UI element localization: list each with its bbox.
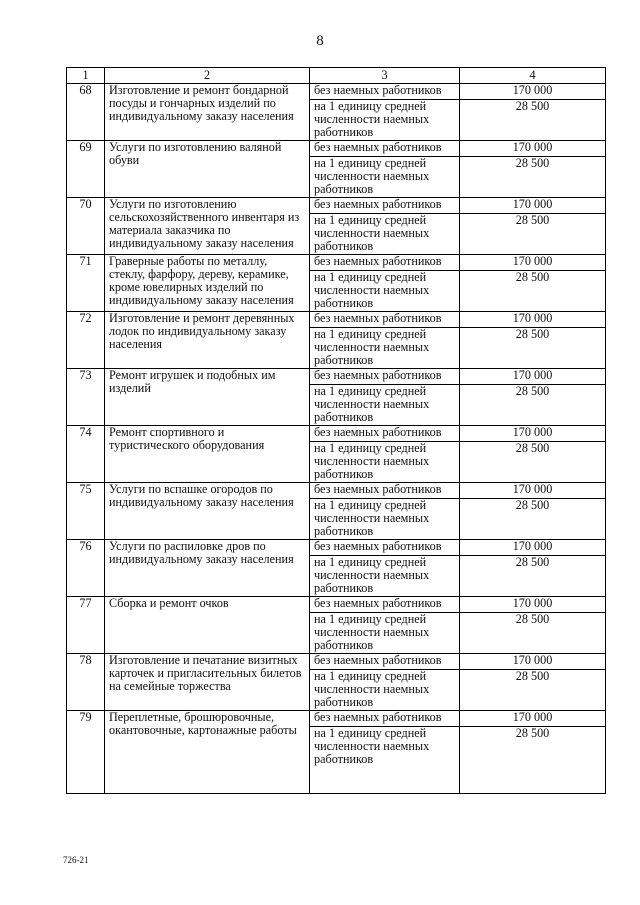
value-no-employees: 170 000 [460,711,606,727]
value-per-employee: 28 500 [460,556,606,597]
row-number: 76 [67,540,105,597]
row-number: 74 [67,426,105,483]
column-header-4: 4 [460,68,606,84]
tax-rate-table [66,67,606,794]
value-per-employee: 28 500 [460,670,606,711]
column-header-2: 2 [105,68,310,84]
value-per-employee: 28 500 [460,157,606,198]
basis-per-employee: на 1 единицу средней численности наемных работников [310,442,460,483]
basis-no-employees: без наемных работников [310,654,460,670]
table-body [67,84,606,794]
table-row [67,597,606,613]
value-per-employee: 28 500 [460,214,606,255]
value-per-employee: 28 500 [460,271,606,312]
basis-no-employees: без наемных работников [310,426,460,442]
table-row [67,198,606,214]
activity-name: Ремонт спортивного и туристического оборудования [105,426,310,483]
table-row [67,654,606,670]
basis-per-employee: на 1 единицу средней численности наемных работников [310,271,460,312]
activity-name: Услуги по распиловке дров по индивидуальному заказу населения [105,540,310,597]
basis-per-employee: на 1 единицу средней численности наемных работников [310,157,460,198]
basis-no-employees: без наемных работников [310,540,460,556]
page-number: 8 [316,33,324,49]
row-number: 72 [67,312,105,369]
value-no-employees: 170 000 [460,141,606,157]
row-number: 69 [67,141,105,198]
value-no-employees: 170 000 [460,198,606,214]
value-no-employees: 170 000 [460,426,606,442]
value-no-employees: 170 000 [460,540,606,556]
table-row [67,483,606,499]
row-number: 68 [67,84,105,141]
table-row [67,369,606,385]
value-no-employees: 170 000 [460,597,606,613]
basis-no-employees: без наемных работников [310,483,460,499]
row-number: 77 [67,597,105,654]
basis-per-employee: на 1 единицу средней численности наемных работников [310,670,460,711]
value-no-employees: 170 000 [460,369,606,385]
basis-no-employees: без наемных работников [310,198,460,214]
table-row [67,426,606,442]
table-row [67,540,606,556]
activity-name: Услуги по изготовлению валяной обуви [105,141,310,198]
row-number: 71 [67,255,105,312]
column-header-1: 1 [67,68,105,84]
activity-name: Сборка и ремонт очков [105,597,310,654]
activity-name: Граверные работы по металлу, стеклу, фарфору, дереву, керамике, кроме ювелирных изделий по индивидуальному заказу населения [105,255,310,312]
table-row [67,84,606,100]
value-per-employee: 28 500 [460,100,606,141]
activity-name: Изготовление и ремонт бондарной посуды и гончарных изделий по индивидуальному заказу населения [105,84,310,141]
basis-per-employee: на 1 единицу средней численности наемных работников [310,328,460,369]
basis-per-employee: на 1 единицу средней численности наемных работников [310,727,460,794]
basis-per-employee: на 1 единицу средней численности наемных работников [310,385,460,426]
basis-no-employees: без наемных работников [310,312,460,328]
table-header-row [67,68,606,84]
basis-per-employee: на 1 единицу средней численности наемных работников [310,613,460,654]
table-row [67,141,606,157]
value-per-employee: 28 500 [460,727,606,794]
value-no-employees: 170 000 [460,483,606,499]
basis-no-employees: без наемных работников [310,369,460,385]
value-no-employees: 170 000 [460,84,606,100]
value-no-employees: 170 000 [460,654,606,670]
basis-per-employee: на 1 единицу средней численности наемных работников [310,100,460,141]
value-per-employee: 28 500 [460,328,606,369]
activity-name: Изготовление и печатание визитных карточек и пригласительных билетов на семейные торжества [105,654,310,711]
value-no-employees: 170 000 [460,312,606,328]
activity-name: Услуги по изготовлению сельскохозяйственного инвентаря из материала заказчика по индивидуальному заказу населения [105,198,310,255]
value-per-employee: 28 500 [460,442,606,483]
row-number: 70 [67,198,105,255]
value-no-employees: 170 000 [460,255,606,271]
basis-no-employees: без наемных работников [310,711,460,727]
basis-no-employees: без наемных работников [310,255,460,271]
table-row [67,711,606,727]
basis-per-employee: на 1 единицу средней численности наемных работников [310,214,460,255]
column-header-3: 3 [310,68,460,84]
table-row [67,312,606,328]
document-code: 726-21 [63,855,89,865]
activity-name: Изготовление и ремонт деревянных лодок по индивидуальному заказу населения [105,312,310,369]
basis-per-employee: на 1 единицу средней численности наемных работников [310,499,460,540]
activity-name: Услуги по вспашке огородов по индивидуальному заказу населения [105,483,310,540]
value-per-employee: 28 500 [460,385,606,426]
activity-name: Ремонт игрушек и подобных им изделий [105,369,310,426]
activity-name: Переплетные, брошюровочные, окантовочные, картонажные работы [105,711,310,794]
value-per-employee: 28 500 [460,499,606,540]
table-row [67,255,606,271]
value-per-employee: 28 500 [460,613,606,654]
basis-per-employee: на 1 единицу средней численности наемных работников [310,556,460,597]
basis-no-employees: без наемных работников [310,84,460,100]
row-number: 75 [67,483,105,540]
basis-no-employees: без наемных работников [310,597,460,613]
row-number: 79 [67,711,105,794]
row-number: 78 [67,654,105,711]
basis-no-employees: без наемных работников [310,141,460,157]
row-number: 73 [67,369,105,426]
